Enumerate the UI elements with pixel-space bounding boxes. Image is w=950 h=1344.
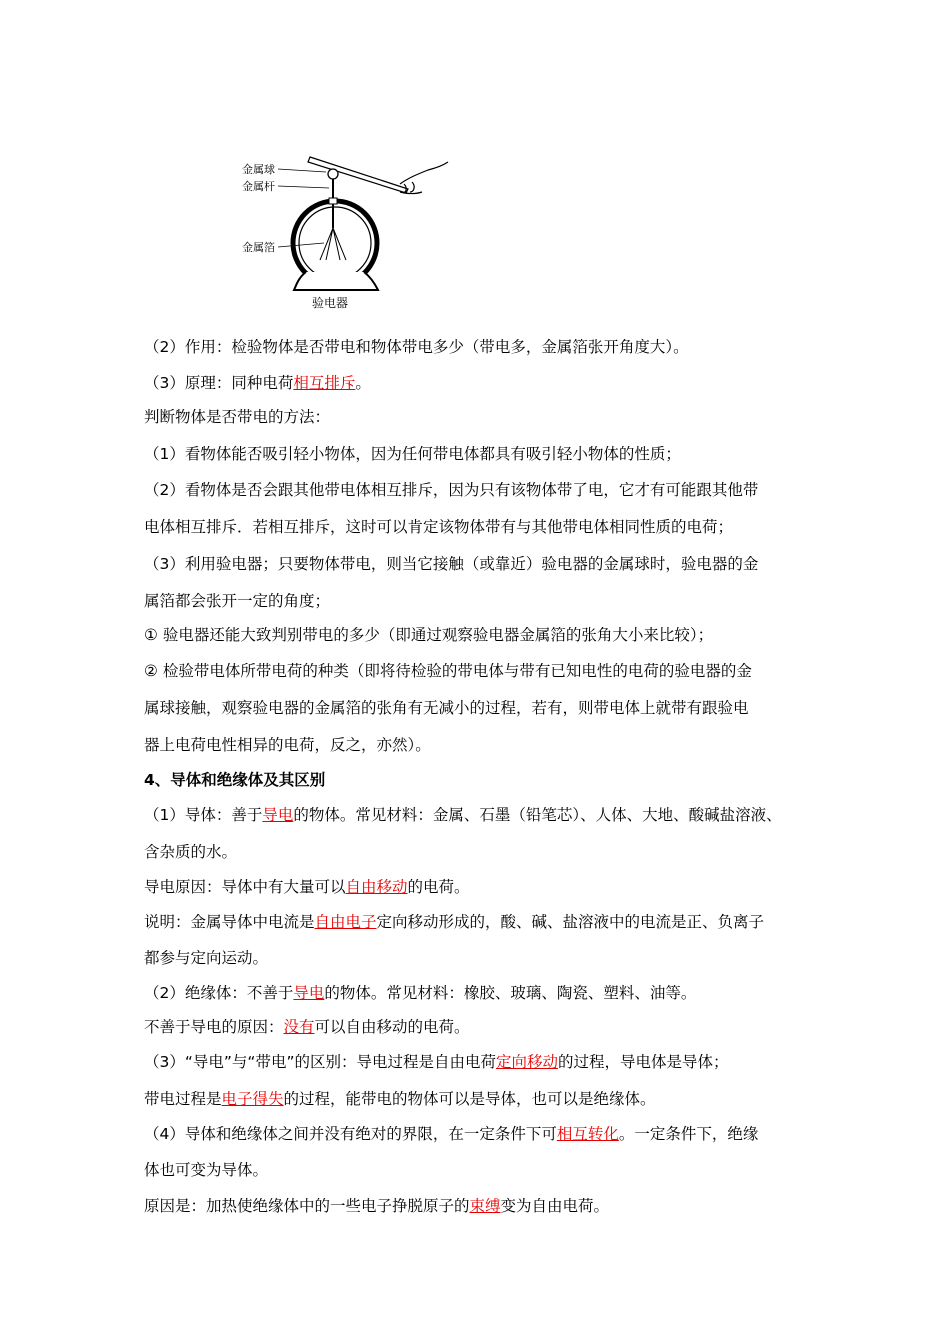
- keyword-highlight: 束缚: [469, 1197, 501, 1215]
- label-metal-ball: 金属球: [242, 163, 275, 176]
- text-line-insulator-reason: 不善于导电的原因：没有可以自由移动的电荷。: [144, 1018, 470, 1036]
- text-line-cause: 原因是：加热使绝缘体中的一些电子挣脱原子的束缚变为自由电荷。: [144, 1197, 610, 1215]
- figure-caption: 验电器: [312, 296, 349, 310]
- text-line-principle: （3）原理：同种电荷相互排斥。: [144, 374, 371, 392]
- keyword-highlight: 相互转化: [556, 1125, 619, 1143]
- text-line-method-2b: 电体相互排斥．若相互排斥，这时可以肯定该物体带有与其他带电体相同性质的电荷；: [144, 518, 734, 536]
- keyword-highlight: 相互排斥: [293, 374, 356, 392]
- text-line-method-2a: （2）看物体是否会跟其他带电体相互排斥，因为只有该物体带了电，它才有可能跟其他带: [144, 481, 759, 499]
- section-heading: 4、导体和绝缘体及其区别: [144, 771, 326, 789]
- text-line-difference-a: （3）“导电”与“带电”的区别：导电过程是自由电荷定向移动的过程，导电体是导体；: [144, 1053, 729, 1071]
- label-metal-foil: 金属箔: [242, 241, 275, 254]
- electroscope-figure: [238, 148, 458, 316]
- text-line-transform-b: 体也可变为导体。: [144, 1161, 269, 1179]
- keyword-highlight: 导电: [293, 984, 325, 1002]
- text-line-method-title: 判断物体是否带电的方法：: [144, 408, 331, 426]
- electroscope-illustration: [238, 148, 458, 316]
- text-line-conductor-reason: 导电原因：导体中有大量可以自由移动的电荷。: [144, 878, 470, 896]
- metal-foil: [320, 228, 346, 260]
- text-line-explain-a: 说明：金属导体中电流是自由电子定向移动形成的，酸、碱、盐溶液中的电流是正、负离子: [144, 913, 765, 931]
- keyword-highlight: 定向移动: [495, 1053, 558, 1071]
- text-line-circled-1: ① 验电器还能大致判别带电的多少（即通过观察验电器金属箔的张角大小来比较）；: [144, 626, 714, 644]
- text-line-method-1: （1）看物体能否吸引轻小物体，因为任何带电体都具有吸引轻小物体的性质；: [144, 445, 681, 463]
- keyword-highlight: 导电: [262, 806, 294, 824]
- keyword-highlight: 没有: [283, 1018, 315, 1036]
- keyword-highlight: 自由移动: [345, 878, 408, 896]
- text-line-transform-a: （4）导体和绝缘体之间并没有绝对的界限，在一定条件下可相互转化。一定条件下，绝缘: [144, 1125, 759, 1143]
- text-line-circled-2c: 器上电荷电性相异的电荷，反之，亦然）。: [144, 736, 431, 754]
- text-line-conductor-b: 含杂质的水。: [144, 843, 238, 861]
- text-line-function: （2）作用：检验物体是否带电和物体带电多少（带电多，金属箔张开角度大）。: [144, 338, 689, 356]
- text-line-conductor-a: （1）导体：善于导电的物体。常见材料：金属、石墨（铅笔芯）、人体、大地、酸碱盐溶液、: [144, 806, 782, 824]
- label-metal-rod: 金属杆: [242, 180, 275, 193]
- keyword-highlight: 自由电子: [314, 913, 377, 931]
- text-line-method-3a: （3）利用验电器；只要物体带电，则当它接触（或靠近）验电器的金属球时，验电器的金: [144, 555, 759, 573]
- electroscope-stand: [294, 272, 378, 290]
- text-line-circled-2a: ② 检验带电体所带电荷的种类（即将待检验的带电体与带有已知电性的电荷的验电器的金: [144, 662, 752, 680]
- keyword-highlight: 电子得失: [221, 1090, 284, 1108]
- text-line-explain-b: 都参与定向运动。: [144, 949, 269, 967]
- text-line-method-3b: 属箔都会张开一定的角度；: [144, 592, 331, 610]
- text-line-difference-b: 带电过程是电子得失的过程，能带电的物体可以是导体，也可以是绝缘体。: [144, 1090, 656, 1108]
- text-line-circled-2b: 属球接触，观察验电器的金属箔的张角有无减小的过程，若有，则带电体上就带有跟验电: [144, 699, 749, 717]
- metal-ball: [328, 169, 338, 179]
- text-line-insulator: （2）绝缘体：不善于导电的物体。常见材料：橡胶、玻璃、陶瓷、塑料、油等。: [144, 984, 697, 1002]
